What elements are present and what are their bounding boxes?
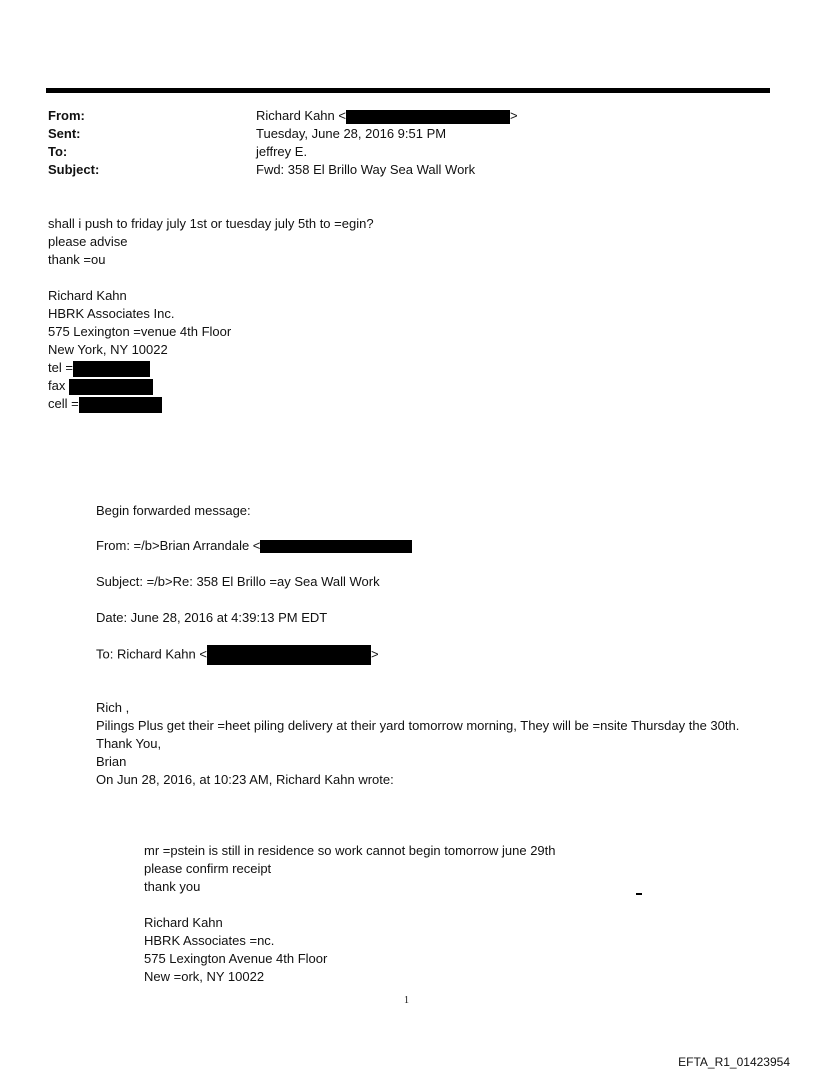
from-value: Richard Kahn < >: [256, 108, 518, 123]
to-label: To:: [48, 144, 68, 159]
body-line: thank =ou: [48, 252, 106, 267]
signature-company: HBRK Associates Inc.: [48, 306, 175, 321]
header-to-row: [48, 143, 768, 161]
quoted-signature-city: New =ork, NY 10022: [144, 969, 265, 984]
quoted-signature-address: 575 Lexington Avenue 4th Floor: [144, 951, 328, 966]
signature-name: Richard Kahn: [48, 288, 127, 303]
redaction-box: [69, 379, 153, 395]
redaction-box: [346, 110, 510, 124]
forwarded-thanks: Thank You,: [96, 736, 162, 751]
subject-label: Subject:: [48, 162, 100, 177]
stray-mark: [636, 893, 642, 895]
signature-fax: fax: [48, 377, 153, 395]
forwarded-intro: Begin forwarded message:: [96, 503, 251, 518]
quoted-line: mr =pstein is still in residence so work cannot begin tomorrow june 29th: [144, 843, 556, 858]
header-from-row: [48, 107, 768, 125]
redaction-box: [260, 540, 412, 553]
redaction-box: [207, 645, 371, 665]
forwarded-on-wrote: On Jun 28, 2016, at 10:23 AM, Richard Kahn wrote:: [96, 772, 394, 787]
from-label: From:: [48, 108, 85, 123]
forwarded-body: Pilings Plus get their =heet piling delivery at their yard tomorrow morning, They will be =nsite Thursday the 30th.: [96, 718, 740, 733]
sent-value: Tuesday, June 28, 2016 9:51 PM: [256, 126, 447, 141]
redaction-box: [79, 397, 162, 413]
signature-city: New York, NY 10022: [48, 342, 168, 357]
subject-value: Fwd: 358 El Brillo Way Sea Wall Work: [256, 162, 476, 177]
header-subject-row: [48, 161, 768, 179]
signature-tel: tel =: [48, 359, 150, 377]
forwarded-greeting: Rich ,: [96, 700, 130, 715]
forwarded-from: From: =/b>Brian Arrandale <: [96, 537, 412, 555]
signature-cell: cell =: [48, 395, 162, 413]
forwarded-date: Date: June 28, 2016 at 4:39:13 PM EDT: [96, 610, 328, 625]
document-id: EFTA_R1_01423954: [678, 1055, 790, 1069]
header-sent-row: [48, 125, 768, 143]
page-number: 1: [404, 995, 409, 1006]
sent-label: Sent:: [48, 126, 81, 141]
forwarded-name: Brian: [96, 754, 127, 769]
to-value: jeffrey E.: [256, 144, 308, 159]
body-line: shall i push to friday july 1st or tuesday july 5th to =egin?: [48, 216, 374, 231]
forwarded-to: To: Richard Kahn < >: [96, 645, 379, 663]
header-rule: [46, 88, 770, 93]
quoted-line: thank you: [144, 879, 201, 894]
quoted-signature-name: Richard Kahn: [144, 915, 223, 930]
signature-address: 575 Lexington =venue 4th Floor: [48, 324, 232, 339]
redaction-box: [73, 361, 150, 377]
quoted-line: please confirm receipt: [144, 861, 272, 876]
quoted-signature-company: HBRK Associates =nc.: [144, 933, 275, 948]
body-line: please advise: [48, 234, 128, 249]
forwarded-subject: Subject: =/b>Re: 358 El Brillo =ay Sea Wall Work: [96, 574, 380, 589]
